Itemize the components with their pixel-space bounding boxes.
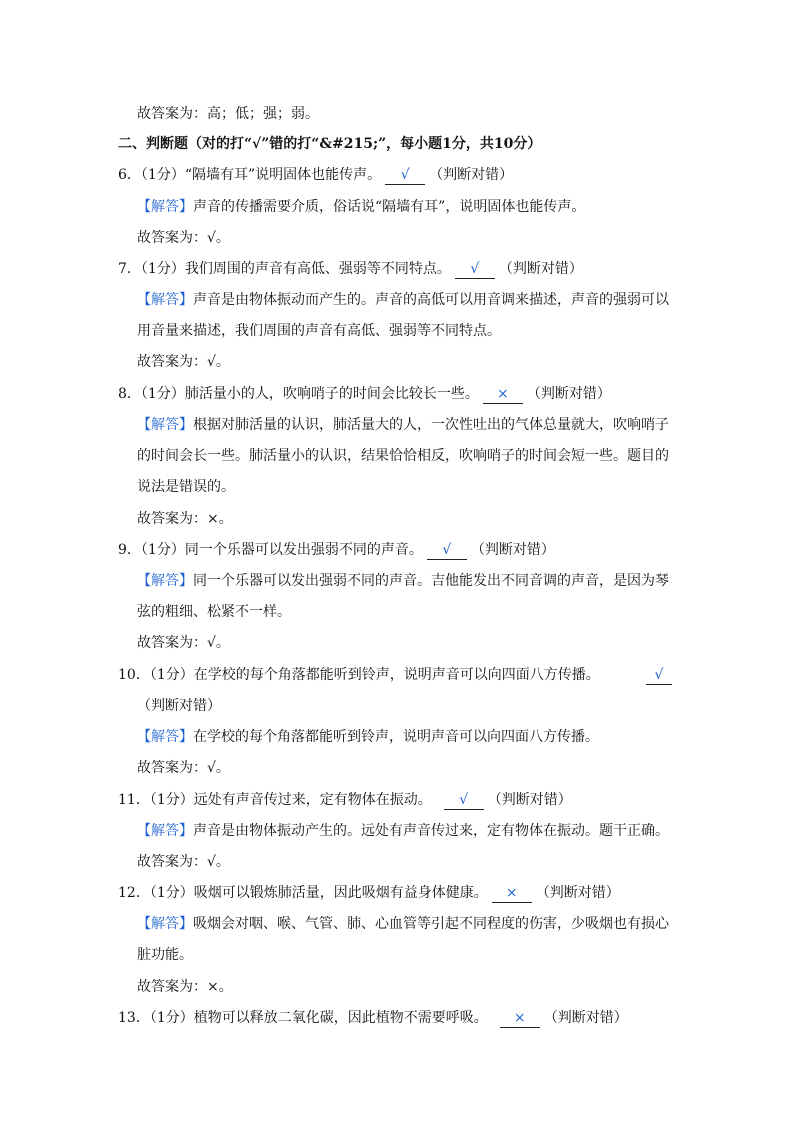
question-stem: 远处有声音传过来，定有物体在振动。 — [193, 792, 432, 808]
explanation-text: 吸烟会对咽、喉、气管、肺、心血管等引起不同程度的伤害，少吸烟也有损心 — [193, 916, 669, 932]
question-stem: 在学校的每个角落都能听到铃声，说明声音可以向四面八方传播。 — [193, 667, 600, 683]
explanation-text: 在学校的每个角落都能听到铃声，说明声音可以向四面八方传播。 — [193, 729, 599, 745]
question-number: 10． — [118, 667, 150, 683]
question-score: （1分） — [140, 167, 185, 183]
explanation-12-line-1 — [137, 914, 669, 934]
question-13 — [118, 1008, 628, 1028]
jieda-label: 【解答】 — [137, 916, 193, 932]
answer-text: 故答案为：√。 — [137, 760, 230, 776]
explanation-6-line-1 — [137, 197, 585, 217]
judge-suffix: （判断对错） — [137, 698, 221, 714]
answer-text: 故答案为：×。 — [137, 979, 233, 995]
explanation-text: 声音是由物体振动而产生的。声音的高低可以用音调来描述，声音的强弱可以 — [193, 292, 669, 308]
question-6 — [118, 165, 513, 185]
explanation-text: 的时间会长一些。肺活量小的认识，结果恰恰相反，吹响哨子的时间会短一些。题目的 — [137, 448, 669, 464]
answer-blank: √ — [455, 261, 495, 279]
explanation-10-line-1 — [137, 727, 599, 747]
question-number: 7． — [118, 261, 141, 277]
previous-answer-line — [137, 104, 319, 124]
question-number: 6． — [118, 167, 141, 183]
judge-suffix: （判断对错） — [543, 1010, 628, 1026]
answer-10 — [137, 758, 230, 778]
answer-12 — [137, 977, 233, 997]
question-10-suffix — [137, 696, 221, 716]
answer-blank: √ — [385, 167, 425, 185]
question-number: 13． — [118, 1010, 150, 1026]
answer-7 — [137, 352, 230, 372]
judge-suffix: （判断对错） — [526, 386, 611, 402]
answer-8 — [137, 509, 233, 529]
answer-text: 故答案为：√。 — [137, 354, 230, 370]
question-score: （1分） — [149, 885, 194, 901]
question-12 — [118, 883, 620, 903]
answer-6 — [137, 228, 230, 248]
explanation-12-line-2 — [137, 945, 193, 965]
question-11 — [118, 790, 572, 810]
explanation-text: 说法是错误的。 — [137, 479, 235, 495]
answer-9 — [137, 633, 230, 653]
section-heading — [118, 134, 541, 154]
answer-11 — [137, 852, 230, 872]
explanation-text: 根据对肺活量的认识，肺活量大的人，一次性吐出的气体总量就大，吹响哨子 — [193, 417, 669, 433]
judge-suffix: （判断对错） — [429, 167, 514, 183]
jieda-label: 【解答】 — [137, 729, 193, 745]
question-8 — [118, 384, 611, 404]
question-stem: 我们周围的声音有高低、强弱等不同特点。 — [184, 261, 451, 277]
question-stem: 肺活量小的人，吹响哨子的时间会比较长一些。 — [184, 386, 479, 402]
explanation-text: 同一个乐器可以发出强弱不同的声音。吉他能发出不同音调的声音，是因为琴 — [193, 573, 669, 589]
explanation-7-line-1 — [137, 290, 669, 310]
question-score: （1分） — [140, 386, 185, 402]
jieda-label: 【解答】 — [137, 573, 193, 589]
question-number: 8． — [118, 386, 141, 402]
answer-text: 故答案为：√。 — [137, 635, 230, 651]
question-score: （1分） — [140, 261, 185, 277]
explanation-8-line-3 — [137, 477, 235, 497]
question-10 — [118, 665, 600, 685]
answer-blank: × — [500, 1010, 540, 1028]
question-stem: “隔墙有耳”说明固体也能传声。 — [184, 167, 382, 183]
jieda-label: 【解答】 — [137, 417, 193, 433]
explanation-9-line-1 — [137, 571, 669, 591]
explanation-8-line-2 — [137, 446, 669, 466]
judge-suffix: （判断对错） — [487, 792, 572, 808]
question-stem: 植物可以释放二氧化碳，因此植物不需要呼吸。 — [193, 1010, 488, 1026]
question-7 — [118, 259, 583, 279]
question-number: 11． — [118, 792, 150, 808]
question-9 — [118, 540, 555, 560]
question-score: （1分） — [140, 542, 185, 558]
answer-text: 故答案为：√。 — [137, 854, 230, 870]
explanation-text: 用音量来描述，我们周围的声音有高低、强弱等不同特点。 — [137, 323, 501, 339]
judge-suffix: （判断对错） — [535, 885, 620, 901]
judge-suffix: （判断对错） — [470, 542, 555, 558]
explanation-text: 声音的传播需要介质，俗话说“隔墙有耳”，说明固体也能传声。 — [193, 199, 586, 215]
answer-blank: √ — [646, 667, 672, 685]
explanation-7-line-2 — [137, 321, 501, 341]
question-number: 12． — [118, 885, 150, 901]
explanation-text: 声音是由物体振动产生的。远处有声音传过来，定有物体在振动。题干正确。 — [193, 823, 669, 839]
explanation-text: 弦的粗细、松紧不一样。 — [137, 604, 291, 620]
answer-blank: × — [492, 885, 532, 903]
answer-blank: × — [483, 386, 523, 404]
question-stem: 同一个乐器可以发出强弱不同的声音。 — [184, 542, 423, 558]
jieda-label: 【解答】 — [137, 292, 193, 308]
jieda-label: 【解答】 — [137, 823, 193, 839]
explanation-8-line-1 — [137, 415, 669, 435]
question-score: （1分） — [149, 1010, 194, 1026]
previous-answer-text: 故答案为：高；低；强；弱。 — [137, 106, 319, 122]
judge-suffix: （判断对错） — [498, 261, 583, 277]
question-10-blank — [646, 665, 672, 685]
question-number: 9． — [118, 542, 141, 558]
section-heading-text: 二、判断题（对的打“√”错的打“&#215;”，每小题1分，共10分） — [118, 136, 542, 152]
explanation-text: 脏功能。 — [137, 947, 193, 963]
question-score: （1分） — [149, 667, 194, 683]
question-stem: 吸烟可以锻炼肺活量，因此吸烟有益身体健康。 — [193, 885, 488, 901]
question-score: （1分） — [149, 792, 194, 808]
answer-blank: √ — [444, 792, 484, 810]
answer-text: 故答案为：√。 — [137, 230, 230, 246]
explanation-11-line-1 — [137, 821, 669, 841]
jieda-label: 【解答】 — [137, 199, 193, 215]
explanation-9-line-2 — [137, 602, 291, 622]
answer-blank: √ — [427, 542, 467, 560]
answer-text: 故答案为：×。 — [137, 511, 233, 527]
